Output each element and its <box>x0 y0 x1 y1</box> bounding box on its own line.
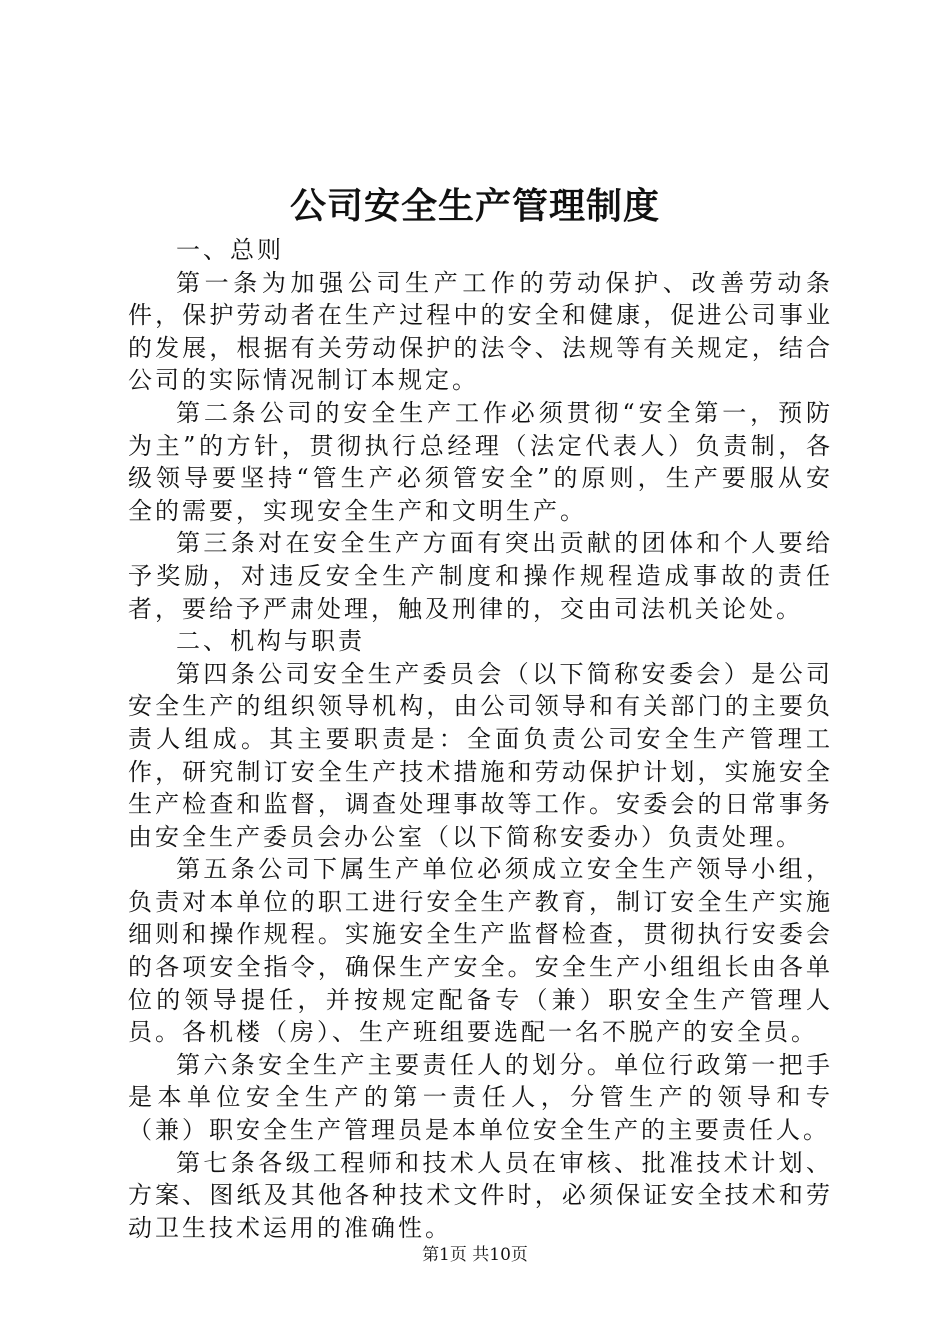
article-4: 第四条公司安全生产委员会（以下简称安委会）是公司安全生产的组织领导机构，由公司领导和有关部门的主要负责人组成。其主要职责是：全面负责公司安全生产管理工作，研究制订安全生产技术措施和劳动保护计划，实施安全生产检查和监督，调查处理事故等工作。安委会的日常事务由安全生产委员会办公室（以下简称安委办）负责处理。 <box>128 659 833 851</box>
document-body <box>128 234 833 1244</box>
section-heading-general: 一、总则 <box>176 236 284 264</box>
article-6: 第六条安全生产主要责任人的划分。单位行政第一把手是本单位安全生产的第一责任人，分管生产的领导和专（兼）职安全生产管理员是本单位安全生产的主要责任人。 <box>128 1050 833 1145</box>
article-7: 第七条各级工程师和技术人员在审核、批准技术计划、方案、图纸及其他各种技术文件时，必须保证安全技术和劳动卫生技术运用的准确性。 <box>128 1148 833 1242</box>
section-heading-organization: 二、机构与职责 <box>176 627 365 656</box>
document-title: 公司安全生产管理制度 <box>289 185 660 227</box>
article-3: 第三条对在安全生产方面有突出贡献的团体和个人要给予奖励，对违反安全生产制度和操作规程造成事故的责任者，要给予严肃处理，触及刑律的，交由司法机关论处。 <box>128 529 833 623</box>
article-1: 第一条为加强公司生产工作的劳动保护、改善劳动条件，保护劳动者在生产过程中的安全和健康，促进公司事业的发展，根据有关劳动保护的法令、法规等有关规定，结合公司的实际情况制订本规定。 <box>128 268 833 395</box>
page-number-footer: 第1页 共10页 <box>422 1245 528 1265</box>
article-5: 第五条公司下属生产单位必须成立安全生产领导小组，负责对本单位的职工进行安全生产教育，制订安全生产实施细则和操作规程。实施安全生产监督检查，贯彻执行安委会的各项安全指令，确保生产安全。安全生产小组组长由各单位的领导提任，并按规定配备专（兼）职安全生产管理人员。各机楼（房）、生产班组要选配一名不脱产的安全员。 <box>128 855 833 1047</box>
article-2: 第二条公司的安全生产工作必须贯彻“安全第一，预防为主”的方针，贯彻执行总经理（法定代表人）负责制，各级领导要坚持“管生产必须管安全”的原则，生产要服从安全的需要，实现安全生产和文明生产。 <box>128 398 833 525</box>
